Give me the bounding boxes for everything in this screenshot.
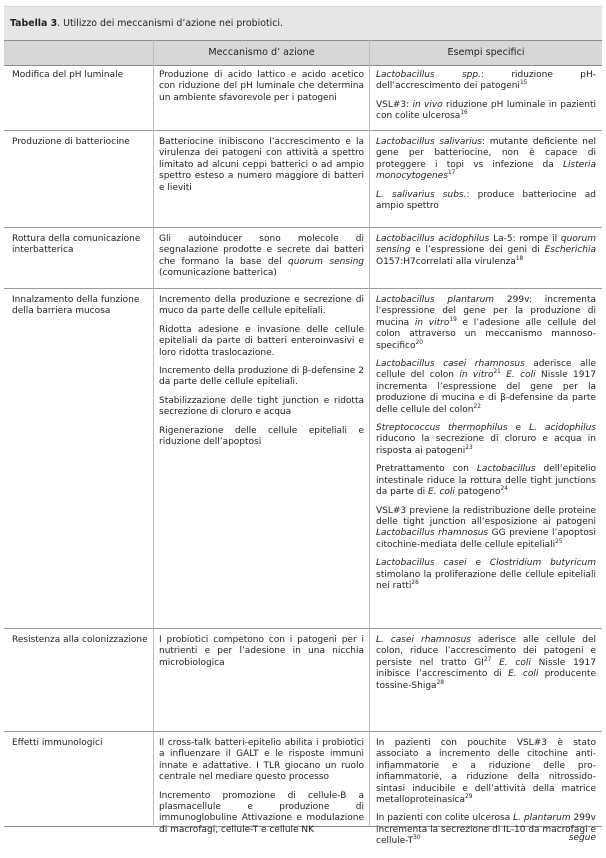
cell-paragraph bbox=[376, 423, 596, 457]
cell-text: dell’epitelio intestinale riduce la rottura delle tight junctions da parte di bbox=[376, 464, 596, 498]
mechanism-cell bbox=[159, 295, 364, 448]
italic-text: Lactobacillus salivarius bbox=[376, 137, 482, 147]
cell-text: riduzione pH luminale in pazienti con colite ulcerosa bbox=[376, 99, 596, 122]
reference-number: 17 bbox=[447, 170, 456, 177]
reference-number: 29 bbox=[465, 794, 473, 801]
cell-text: Stabilizzazione delle tight junction e ridotta secrezione di cloruro e acqua bbox=[159, 395, 364, 418]
cell-paragraph bbox=[376, 738, 596, 806]
cell-text: riducono la secrezione di cloruro e acqua in risposta ai patogeni bbox=[376, 434, 596, 456]
category-cell: Modifica del pH luminale bbox=[12, 70, 124, 80]
examples-cell bbox=[376, 295, 596, 592]
italic-text: L. acidophilus bbox=[529, 423, 597, 434]
italic-text: Lactobacillus acidophilus bbox=[376, 234, 490, 244]
italic-text: E. coli bbox=[499, 657, 531, 668]
mechanism-cell bbox=[159, 137, 364, 194]
table-label: Tabella 3 bbox=[10, 18, 58, 29]
reference-number: 20 bbox=[415, 339, 423, 346]
cell-paragraph bbox=[159, 396, 364, 419]
cell-paragraph bbox=[159, 234, 364, 280]
cell-text: (comunicazione batterica) bbox=[159, 268, 277, 279]
cell-text: Nissle 1917 incrementa l’espressione del gene per la produzione di mucina e di β-defensine da parte delle cellule del colon bbox=[376, 370, 596, 415]
cell-text: Pretrattamento con bbox=[376, 464, 477, 475]
cell-paragraph bbox=[159, 791, 364, 837]
cell-text: Incremento della produzione di β-defensine 2 da parte delle cellule epiteliali. bbox=[159, 366, 364, 388]
cell-text: I probiotici competono con i patogeni per i nutrienti e per l’adesione in una nicchia microbiologica bbox=[159, 635, 364, 668]
table-row bbox=[4, 131, 602, 228]
cell-text: Nissle 1917 inibisce l’accrescimento di bbox=[376, 657, 596, 680]
table-caption: . Utilizzo dei meccanismi d’azione nei probiotici. bbox=[57, 18, 283, 29]
cell-text: La-5: rompe il bbox=[489, 234, 561, 244]
cell-text: Incremento promozione di cellule-B a plasmacellule e produzione di immunoglobuline Attivazione e modulazione di macrofagi, cellule-T e cellule NK bbox=[159, 790, 364, 835]
cell-paragraph bbox=[159, 635, 364, 669]
column-divider bbox=[153, 40, 154, 827]
mechanism-cell bbox=[159, 738, 364, 836]
italic-text: Lactobacillus plantarum bbox=[376, 295, 495, 305]
cell-text: e l’espressione dei geni di bbox=[410, 245, 545, 256]
reference-number: 27 bbox=[483, 656, 492, 663]
reference-number: 23 bbox=[465, 444, 473, 451]
italic-text: E. coli bbox=[506, 370, 536, 381]
cell-text: GG previene l’apoptosi citochine-mediata delle cellule epiteliali bbox=[376, 528, 596, 550]
italic-text: in vitro bbox=[414, 317, 450, 328]
reference-number: 19 bbox=[449, 316, 457, 323]
category-cell: Innalzamento della funzione della barriera mucosa bbox=[12, 295, 140, 317]
italic-text: E. coli bbox=[508, 669, 539, 680]
italic-text: Lactobacillus bbox=[476, 464, 536, 475]
column-divider bbox=[369, 40, 370, 827]
italic-text: Streptococcus thermophilus bbox=[376, 423, 508, 434]
italic-text: Lactobacillus casei bbox=[376, 558, 467, 569]
reference-number: 30 bbox=[413, 835, 421, 842]
cell-paragraph bbox=[376, 190, 596, 213]
reference-number: 22 bbox=[473, 403, 481, 410]
cell-paragraph bbox=[376, 359, 596, 416]
italic-text: quorum sensing bbox=[376, 234, 596, 256]
cell-text: aderisce alle cellule del colon, riduce l’accrescimento dei patogeni e persiste nel tratto GI bbox=[376, 635, 596, 668]
cell-text: : produce batteriocine ad ampio spettro bbox=[376, 189, 596, 212]
table-row bbox=[4, 64, 602, 131]
italic-text: Escherichia bbox=[544, 245, 596, 256]
examples-cell bbox=[376, 234, 596, 268]
cell-text: In pazienti con pouchite VSL#3 è stato associato a incremento delle citochine anti-infiammatorie e a riduzione delle pro-infiammatorie, a riduzione della nitrossido-sintasi inducibile e dell’attività della matrice metalloproteinasica bbox=[376, 738, 596, 806]
reference-number: 24 bbox=[500, 486, 508, 493]
italic-text: Clostridium butyricum bbox=[489, 558, 596, 569]
header-mechanism: Meccanismo d’ azione bbox=[208, 47, 315, 58]
cell-text: VSL#3: bbox=[376, 99, 413, 110]
mechanism-cell bbox=[159, 234, 364, 280]
italic-text: in vitro bbox=[459, 370, 494, 381]
cell-text: aderisce alle cellule del colon bbox=[376, 359, 596, 381]
cell-paragraph bbox=[159, 295, 364, 318]
italic-text: L. casei rhamnosus bbox=[376, 635, 471, 645]
mechanism-cell bbox=[159, 70, 364, 104]
reference-number: 18 bbox=[515, 255, 524, 262]
category-cell: Produzione di batteriocine bbox=[12, 137, 130, 147]
cell-text: e l’adesione alle cellule del colon attraverso un meccanismo mannoso-specifico bbox=[376, 317, 597, 351]
reference-number: 21 bbox=[493, 369, 501, 376]
cell-paragraph bbox=[376, 295, 596, 352]
cell-paragraph bbox=[159, 325, 364, 359]
italic-text: Lactobacillus spp. bbox=[376, 70, 481, 80]
cell-text: In pazienti con colite ulcerosa bbox=[376, 813, 514, 824]
cell-text: e bbox=[507, 423, 530, 434]
italic-text: Lactobacillus casei rhamnosus bbox=[376, 359, 525, 370]
italic-text: L. plantarum bbox=[513, 813, 571, 824]
cell-paragraph bbox=[159, 137, 364, 194]
cell-paragraph bbox=[376, 70, 596, 93]
cell-text: O157:H7correlati alla virulenza bbox=[376, 256, 516, 267]
cell-text: Ridotta adesione e invasione delle cellule epiteliali da parte di batteri enteroinvasivi e loro ridotta traslocazione. bbox=[159, 324, 364, 358]
cell-text: producente tossine-Shiga bbox=[376, 669, 596, 691]
italic-text: quorum sensing bbox=[287, 256, 364, 267]
category-cell: Resistenza alla colonizzazione bbox=[12, 635, 148, 645]
table-row bbox=[4, 629, 602, 732]
cell-text: Gli autoinducer sono molecole di segnalazione prodotte e secrete dai batteri che formano la base del bbox=[159, 234, 364, 267]
category-cell: Effetti immunologici bbox=[12, 738, 103, 748]
table-title-bar bbox=[4, 6, 602, 41]
cell-paragraph bbox=[159, 366, 364, 389]
reference-number: 16 bbox=[460, 110, 468, 117]
cell-text: Il cross-talk batteri-epitelio abilita i probiotici a influenzare il GALT e le risposte immuni innate e adattative. I TLR giocano un ruolo centrale nel mediare questo processo bbox=[159, 738, 364, 783]
italic-text: E. coli bbox=[428, 487, 455, 498]
table-title bbox=[10, 18, 283, 29]
mechanism-cell bbox=[159, 635, 364, 669]
category-cell: Rottura della comunicazione interbatterica bbox=[12, 234, 141, 256]
reference-number: 15 bbox=[519, 80, 528, 87]
cell-text: 299v: incrementa l’espressione del gene per la produzione di mucina bbox=[376, 295, 597, 328]
italic-text: in vivo bbox=[412, 99, 443, 110]
cell-text: patogeno bbox=[454, 487, 501, 498]
reference-number: 25 bbox=[555, 538, 563, 545]
cell-paragraph bbox=[159, 738, 364, 784]
cell-paragraph bbox=[376, 464, 596, 498]
cell-text: e bbox=[466, 558, 490, 569]
cell-text: Incremento della produzione e secrezione di muco da parte delle cellule epiteliali. bbox=[159, 295, 364, 317]
cell-paragraph bbox=[376, 635, 596, 692]
italic-text: Lactobacillus rhamnosus bbox=[376, 528, 489, 539]
cell-paragraph bbox=[376, 137, 596, 183]
reference-number: 26 bbox=[411, 579, 419, 586]
cell-paragraph bbox=[376, 558, 596, 592]
reference-number: 28 bbox=[436, 679, 444, 686]
table-row bbox=[4, 228, 602, 289]
cell-text: Batteriocine inibiscono l’accrescimento e la virulenza dei patogeni con attività a spettro limitato ad alcuni ceppi batterici o ad ampio spettro esteso a numero maggiore di batteri e lieviti bbox=[159, 137, 364, 193]
italic-text: L. salivarius subs. bbox=[376, 189, 467, 200]
header-examples: Esempi specifici bbox=[447, 47, 525, 58]
cell-text: : mutante deficiente nel gene per batteriocine, non è capace di proteggere i topi vs infezione da bbox=[376, 137, 596, 170]
cell-text: VSL#3 previene la redistribuzione delle proteine delle tight junction all’esposizione ai patogeni bbox=[376, 505, 596, 527]
table-row bbox=[4, 289, 602, 629]
cell-text bbox=[491, 658, 499, 668]
table-header bbox=[4, 40, 602, 66]
cell-paragraph bbox=[159, 426, 364, 449]
cell-text: stimolano la proliferazione delle cellule epiteliali nei ratti bbox=[376, 569, 596, 591]
continued-note: segue bbox=[568, 833, 596, 843]
cell-text: 299v incrementa la secrezione di IL-10 da macrofagi e cellule-T bbox=[376, 813, 596, 847]
cell-text: Produzione di acido lattico e acido acetico con riduzione del pH luminale che determina un ambiente sfavorevole per i patogeni bbox=[159, 70, 364, 103]
cell-paragraph bbox=[376, 234, 596, 268]
cell-paragraph bbox=[159, 70, 364, 104]
examples-cell bbox=[376, 635, 596, 692]
cell-text: Rigenerazione delle cellule epiteliali e riduzione dell’apoptosi bbox=[159, 425, 364, 448]
cell-paragraph bbox=[376, 100, 596, 123]
cell-text: : riduzione pH-dell’accrescimento dei patogeni bbox=[376, 70, 596, 92]
cell-paragraph bbox=[376, 813, 596, 847]
italic-text: Listeria monocytogenes bbox=[376, 159, 596, 182]
examples-cell bbox=[376, 70, 596, 123]
cell-paragraph bbox=[376, 506, 596, 552]
examples-cell bbox=[376, 137, 596, 212]
examples-cell bbox=[376, 738, 596, 848]
